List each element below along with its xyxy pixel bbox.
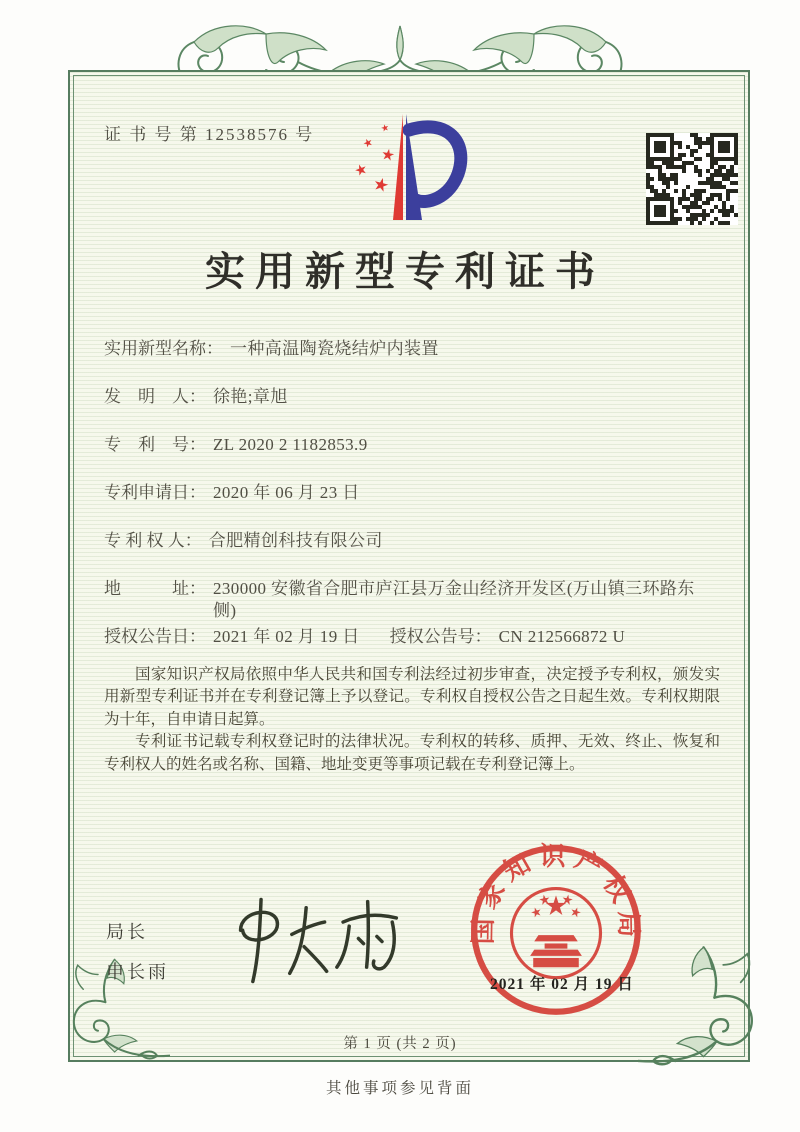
legal-text <box>104 664 720 776</box>
field-patentee <box>104 530 664 552</box>
field-address <box>104 578 695 622</box>
field-label: 地 址： <box>104 579 206 598</box>
officer-name: 申长雨 <box>106 962 169 982</box>
seal-text: 国家知识产权局 <box>468 842 644 945</box>
field-value: 一种高温陶瓷烧结炉内装置 <box>230 339 439 358</box>
field-label: 专利申请日： <box>104 483 206 502</box>
page-number: 第 1 页 (共 2 页) <box>343 1036 457 1052</box>
officer-title: 局长 <box>106 922 148 942</box>
field-label: 发 明 人： <box>104 387 206 406</box>
grant-paragraph: 国家知识产权局依照中华人民共和国专利法经过初步审查，决定授予专利权，颁发实用新型专利证书并在专利登记簿上予以登记。专利权自授权公告之日起生效。专利权期限为十年，自申请日起算。 <box>104 666 720 728</box>
corner-flourish-bottom-right <box>638 942 780 1086</box>
field-value: CN 212566872 U <box>498 627 626 646</box>
field-grant-announcement <box>104 626 664 648</box>
field-value: 徐艳;章旭 <box>213 387 288 406</box>
field-value: 合肥精创科技有限公司 <box>208 531 383 550</box>
field-utility-model-name <box>104 338 664 360</box>
field-value: 2021 年 02 月 19 日 <box>213 627 360 646</box>
svg-text:国家知识产权局 <box>469 842 644 945</box>
commissioner-signature <box>218 892 423 987</box>
officer-block <box>106 918 169 998</box>
back-side-note: 其他事项参见背面 <box>325 1080 474 1097</box>
field-label: 专 利 号： <box>104 435 206 454</box>
qr-code <box>646 133 738 225</box>
field-label: 实用新型名称： <box>104 339 223 358</box>
field-label: 授权公告日： <box>104 627 206 646</box>
field-filing-date <box>104 482 664 504</box>
field-inventor <box>104 386 664 408</box>
certificate-title: 实用新型专利证书 <box>205 249 605 294</box>
field-patent-number <box>104 434 664 456</box>
register-paragraph: 专利证书记载专利权登记时的法律状况。专利权的转移、质押、无效、终止、恢复和专利权人的姓名或名称、国籍、地址变更等事项记载在专利登记簿上。 <box>104 733 720 773</box>
field-value: 2020 年 06 月 23 日 <box>213 483 360 502</box>
field-label: 授权公告号： <box>389 627 492 646</box>
certificate-number: 证 书 号 第 12538576 号 <box>104 125 315 144</box>
seal-date: 2021 年 02 月 19 日 <box>490 976 634 993</box>
field-value: ZL 2020 2 1182853.9 <box>213 435 368 454</box>
field-value: 230000 安徽省合肥市庐江县万金山经济开发区(万山镇三环路东侧) <box>213 579 695 620</box>
cnipa-logo-icon <box>345 110 475 232</box>
certificate-fields <box>104 338 695 674</box>
field-label: 专 利 权 人： <box>104 531 202 550</box>
